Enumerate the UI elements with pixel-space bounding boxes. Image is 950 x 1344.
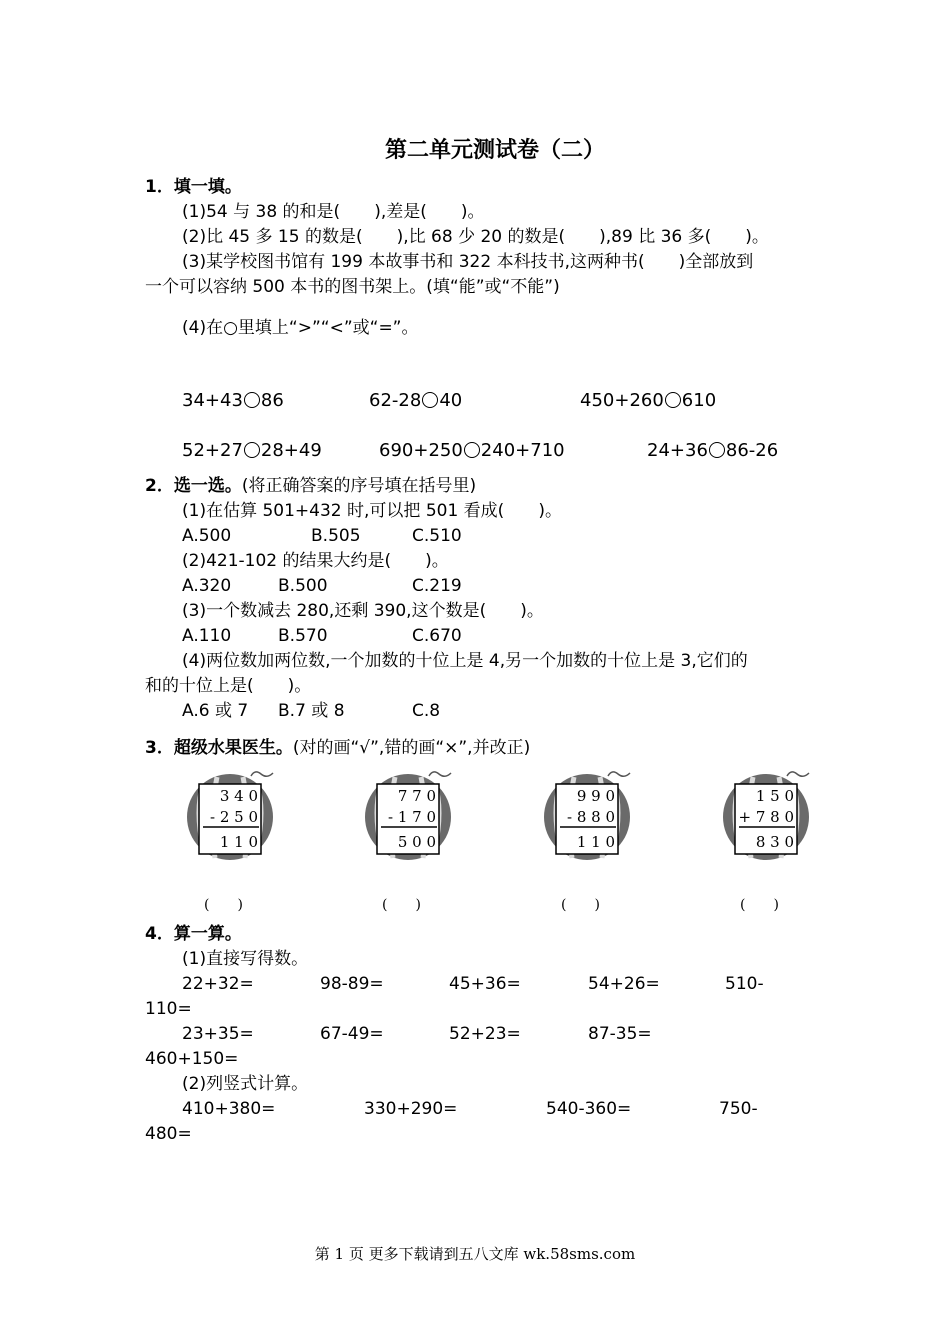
compare-item-4: 52+27 28+49 [182,440,322,461]
s2-q3-option-c: C.670 [412,626,462,646]
s4-part-1: (1)直接写得数。 [182,949,309,969]
s1-question-3-line1: (3)某学校图书馆有 199 本故事书和 322 本科技书,这两种书( )全部放到 [182,252,754,272]
s2-q1-option-a: A.500 [182,526,232,546]
calc-item: 22+32= [182,974,254,994]
s2-q2-option-b: B.500 [278,576,328,596]
s2-q2-option-c: C.219 [412,576,462,596]
vertical-calc-item-wrap: 480= [145,1124,192,1144]
calc-item-wrap: 460+150= [145,1049,239,1069]
answer-paren-4[interactable]: ( ) [740,897,779,913]
page-title: 第二单元测试卷（二） [384,137,605,163]
s2-q1-option-b: B.505 [311,526,361,546]
vertical-calc-item: 750- [719,1099,758,1119]
watermelon-problem-4 [717,770,815,860]
s2-question-4-line1: (4)两位数加两位数,一个加数的十位上是 4,另一个加数的十位上是 3,它们的 [182,651,748,671]
watermelon-problem-3 [538,770,636,860]
s2-q3-option-a: A.110 [182,626,232,646]
fruit-result: 8 3 0 [755,833,794,851]
s1-question-2: (2)比 45 多 15 的数是( ),比 68 少 20 的数是( ),89 比 36 多( )。 [182,227,769,247]
calc-item: 67-49= [320,1024,384,1044]
fruit-top: 3 4 0 [219,787,258,805]
s2-q4-option-b: B.7 或 8 [278,701,345,721]
calc-item: 87-35= [588,1024,652,1044]
section-1-heading: 1．填一填。 [145,177,242,197]
compare-circle[interactable] [464,442,480,458]
s2-question-2: (2)421-102 的结果大约是( )。 [182,551,449,571]
fruit-mid: - 1 7 0 [387,808,436,826]
answer-paren-1[interactable]: ( ) [204,897,243,913]
answer-paren-3[interactable]: ( ) [561,897,600,913]
s1-question-3-line2: 一个可以容纳 500 本书的图书架上。(填“能”或“不能”) [145,277,560,297]
compare-circle[interactable] [709,442,725,458]
fruit-top: 1 5 0 [755,787,794,805]
compare-circle[interactable] [665,392,681,408]
answer-paren-2[interactable]: ( ) [382,897,421,913]
fruit-top: 9 9 0 [576,787,615,805]
calc-item: 98-89= [320,974,384,994]
s2-q4-option-a: A.6 或 7 [182,701,249,721]
section-4-heading: 4．算一算。 [145,924,242,944]
calc-item-wrap: 110= [145,999,192,1019]
compare-circle[interactable] [244,442,260,458]
s2-q4-option-c: C.8 [412,701,441,721]
compare-item-3: 450+260 610 [580,390,717,411]
page-footer: 第 1 页 更多下载请到五八文库 wk.58sms.com [314,1245,636,1263]
fruit-result: 5 0 0 [397,833,436,851]
s1-question-1: (1)54 与 38 的和是( ),差是( )。 [182,202,485,222]
s2-question-4-line2: 和的十位上是( )。 [145,676,312,696]
fruit-result: 1 1 0 [219,833,258,851]
compare-item-2: 62-28 40 [369,390,463,411]
fruit-result: 1 1 0 [576,833,615,851]
s2-question-1: (1)在估算 501+432 时,可以把 501 看成( )。 [182,501,562,521]
s2-q1-option-c: C.510 [412,526,462,546]
compare-circle[interactable] [244,392,260,408]
section-2-heading: 2．选一选。(将正确答案的序号填在括号里) [145,476,477,496]
calc-item: 23+35= [182,1024,254,1044]
calc-item: 52+23= [449,1024,521,1044]
fruit-mid: + 7 8 0 [738,808,794,826]
fruit-mid: - 8 8 0 [566,808,615,826]
s2-question-3: (3)一个数减去 280,还剩 390,这个数是( )。 [182,601,544,621]
s2-q2-option-a: A.320 [182,576,232,596]
section-3-heading: 3．超级水果医生。(对的画“√”,错的画“×”,并改正) [145,738,531,758]
compare-item-5: 690+250 240+710 [379,440,565,461]
vertical-calc-item: 410+380= [182,1099,276,1119]
vertical-calc-item: 330+290= [364,1099,458,1119]
fruit-mid: - 2 5 0 [209,808,258,826]
watermelon-problem-1 [181,770,279,860]
s4-part-2: (2)列竖式计算。 [182,1074,309,1094]
vertical-calc-item: 540-360= [546,1099,632,1119]
compare-item-1: 34+43 86 [182,390,284,411]
fruit-top: 7 7 0 [397,787,436,805]
watermelon-problem-2 [359,770,457,860]
s1-question-4: (4)在○里填上“>”“<”或“=”。 [182,318,419,338]
calc-item: 54+26= [588,974,660,994]
compare-circle[interactable] [422,392,438,408]
calc-item: 510- [725,974,764,994]
calc-item: 45+36= [449,974,521,994]
s2-q3-option-b: B.570 [278,626,328,646]
compare-item-6: 24+36 86-26 [647,440,779,461]
